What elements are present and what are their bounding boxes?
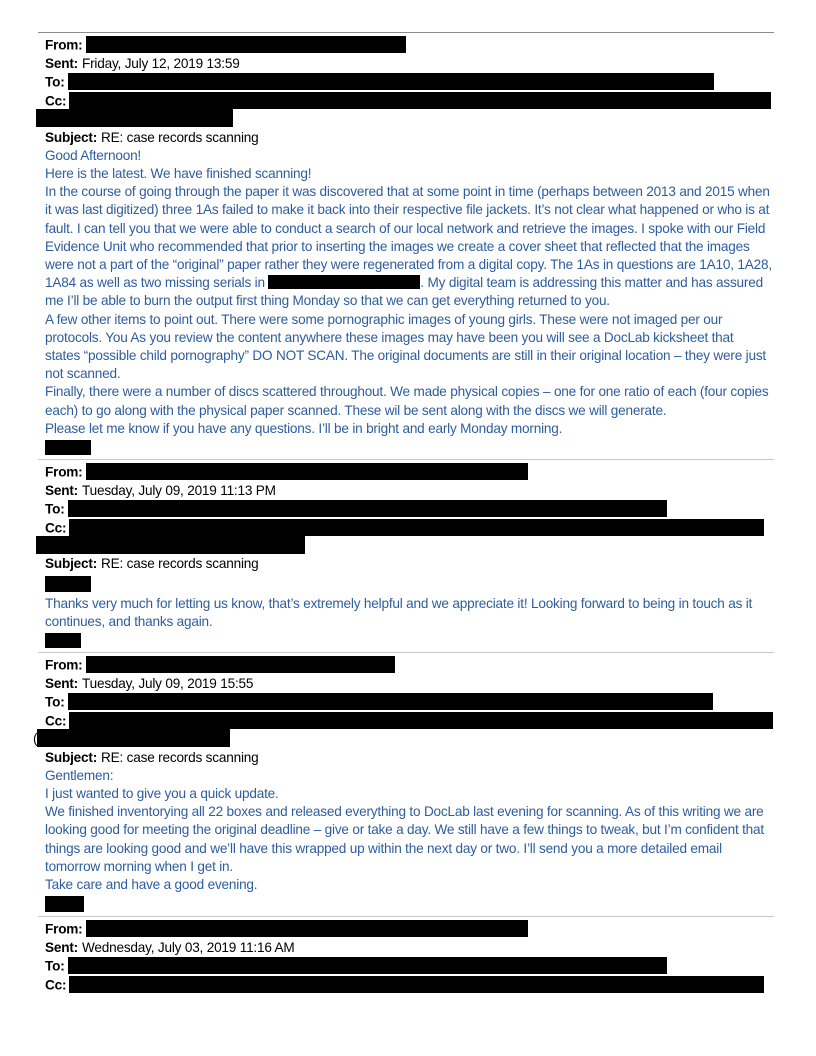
email-body-paragraph [45, 767, 772, 785]
header-label: To: [45, 74, 65, 90]
body-text: Here is the latest. We have finished scanning! [45, 165, 312, 181]
header-row-subject [45, 749, 772, 767]
email-body-paragraph [45, 785, 772, 803]
header-label: Cc: [45, 520, 67, 536]
header-label: To: [45, 501, 65, 517]
cc-overflow-row [36, 537, 772, 555]
signature-redaction [45, 440, 91, 455]
body-text: In the course of going through the paper it was discovered that at some point in time (perhaps between 2013 and 2015 when it was last digitized) three 1As failed to make it back into their respective file jackets. It’s not clear what happened or who is at fault. I can tell you that we were able to conduct a search of our local network and retrieve the images. I spoke with our Field Evidence Unit who recommended that prior to inserting the images we create a cover sheet that reflected that the images were not a part of the “original” paper rather they were regenerated from a digital copy. The 1As in questions are 1A10, 1A28, 1A84 as well as two missing serials in [45, 184, 772, 291]
header-label: Cc: [45, 713, 67, 729]
header-label: To: [45, 958, 65, 974]
email-separator [38, 652, 774, 653]
header-value: Wednesday, July 03, 2019 11:16 AM [82, 939, 295, 955]
greeting-redaction [45, 576, 91, 592]
redaction-box [86, 36, 406, 53]
header-value: Tuesday, July 09, 2019 11:13 PM [82, 482, 276, 498]
header-row-to [45, 693, 772, 712]
header-label: Sent: [45, 675, 78, 691]
header-row-sent [45, 939, 772, 957]
header-value: RE: case records scanning [101, 129, 259, 145]
redaction-box [68, 957, 667, 974]
cc-overflow-row [33, 730, 772, 748]
body-text: Please let me know if you have any questions. I’ll be in bright and early Monday morning. [45, 420, 563, 436]
body-text: I just wanted to give you a quick update. [45, 786, 279, 802]
header-value: Friday, July 12, 2019 13:59 [82, 55, 240, 71]
email-body-paragraph [45, 311, 772, 384]
redaction-box [69, 712, 773, 729]
redaction-box [86, 656, 395, 673]
header-row-from [45, 656, 772, 675]
redaction-box [86, 920, 528, 937]
header-label: Cc: [45, 977, 67, 993]
header-row-cc [45, 712, 772, 731]
email-body-paragraph [45, 147, 772, 165]
body-text: Finally, there were a number of discs scattered throughout. We made physical copies – one for one ratio of each (four copies each) to go along with the physical paper scanned. These wil be sent along with the discs we will generate. [45, 384, 769, 418]
email-body-paragraph [45, 595, 772, 631]
header-row-from [45, 36, 772, 55]
header-row-sent [45, 675, 772, 693]
header-label: Cc: [45, 93, 67, 109]
email-body-paragraph [45, 420, 772, 438]
header-label: From: [45, 657, 83, 673]
header-value: RE: case records scanning [101, 556, 259, 572]
email-4 [45, 916, 772, 994]
header-row-cc [45, 976, 772, 995]
header-label: Subject: [45, 556, 98, 572]
inline-redaction [268, 275, 420, 289]
header-row-sent [45, 55, 772, 73]
header-row-cc [45, 92, 772, 111]
header-label: Sent: [45, 55, 78, 71]
email-body-paragraph [45, 876, 772, 894]
header-row-to [45, 500, 772, 519]
cc-overflow-row [36, 110, 772, 128]
email-separator [38, 32, 774, 33]
redaction-box [36, 536, 305, 554]
body-text: A few other items to point out. There were some pornographic images of young girls. These were not imaged per our protocols. You As you review the content anywhere these images may have been you will see a DocLab kicksheet that states “possible child pornography” DO NOT SCAN. The original documents are still in their original location – they were just not scanned. [45, 311, 766, 382]
redaction-box [69, 976, 764, 993]
header-label: From: [45, 37, 83, 53]
email-separator [38, 916, 774, 917]
redaction-box [69, 92, 771, 109]
email-body-paragraph [45, 383, 772, 419]
header-label: To: [45, 694, 65, 710]
header-label: Subject: [45, 749, 98, 765]
header-label: From: [45, 464, 83, 480]
email-separator [38, 459, 774, 460]
header-label: Subject: [45, 129, 98, 145]
redaction-box [37, 729, 230, 747]
email-body-paragraph [45, 165, 772, 183]
body-text: Gentlemen: [45, 767, 114, 783]
header-row-subject [45, 129, 772, 147]
header-row-cc [45, 519, 772, 538]
header-row-to [45, 957, 772, 976]
body-text: Thanks very much for letting us know, that’s extremely helpful and we appreciate it! Looking forward to being in touch as it continues, and thanks again. [45, 595, 753, 629]
redaction-box [36, 109, 233, 127]
email-body-paragraph [45, 183, 772, 310]
body-text: We finished inventorying all 22 boxes and released everything to DocLab last evening for scanning. As of this writing we are looking good for meeting the original deadline – give or take a day. We still have a few things to tweak, but I’m confident that things are looking good and we’ll have this wrapped up within the next day or two. I’ll send you a more detailed email tomorrow morning when I get in. [45, 804, 764, 874]
header-label: Sent: [45, 939, 78, 955]
email-thread [33, 32, 772, 995]
email-3 [33, 652, 772, 912]
email-1 [45, 32, 772, 455]
header-label: Sent: [45, 482, 78, 498]
redaction-box [68, 73, 714, 90]
header-row-from [45, 920, 772, 939]
header-row-to [45, 73, 772, 92]
redaction-box [86, 463, 528, 480]
redaction-box [69, 519, 764, 536]
redaction-box [68, 693, 713, 710]
header-row-sent [45, 482, 772, 500]
body-text: Good Afternoon! [45, 147, 142, 163]
signature-redaction [45, 896, 84, 912]
body-text: . My digital team is addressing this matter and has assured me I’ll be able to burn the output first thing Monday so that we can get everything returned to you. [45, 275, 763, 309]
header-label: From: [45, 921, 83, 937]
email-body-paragraph [45, 803, 772, 876]
header-value: Tuesday, July 09, 2019 15:55 [82, 675, 254, 691]
header-row-from [45, 463, 772, 482]
header-value: RE: case records scanning [101, 749, 259, 765]
header-row-subject [45, 555, 772, 573]
redaction-box [68, 500, 667, 517]
email-2 [45, 459, 772, 648]
body-text: Take care and have a good evening. [45, 877, 258, 893]
signature-redaction [45, 633, 81, 648]
cc-overflow-prefix: ( [33, 731, 38, 747]
